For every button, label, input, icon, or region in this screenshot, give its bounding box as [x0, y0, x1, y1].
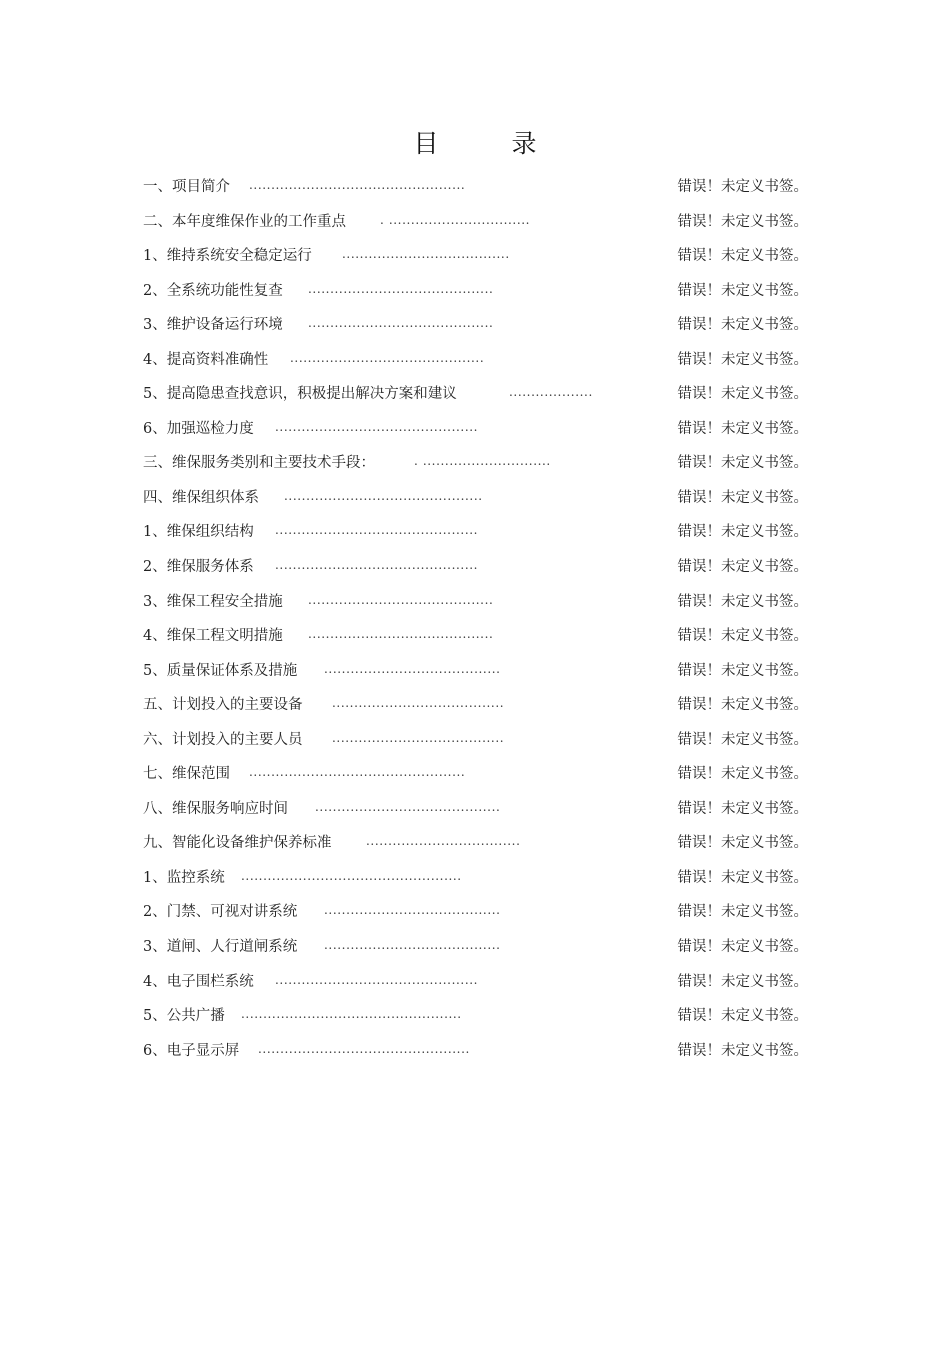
toc-entry-page-ref: 错误！未定义书签。	[677, 559, 808, 576]
toc-entry-leader-dots: ..................................................	[241, 868, 462, 883]
toc-entry-label: 5、公共广播	[143, 1008, 225, 1025]
toc-entry-label: 4、提高资料准确性	[143, 351, 269, 368]
toc-entry-leader-dots: ..........................................	[308, 592, 494, 607]
toc-entry[interactable]	[143, 379, 808, 414]
toc-entry[interactable]	[143, 656, 808, 691]
toc-entry-page-ref: 错误！未定义书签。	[677, 939, 808, 956]
toc-entry-label: 1、维持系统安全稳定运行	[143, 248, 312, 265]
toc-entry-leader-dots: .......................................	[332, 696, 505, 711]
toc-entry-page-ref: 错误！未定义书签。	[677, 282, 808, 299]
toc-entry-page-ref: 错误！未定义书签。	[677, 869, 808, 886]
toc-entry-leader-dots: ..................................................	[241, 1007, 462, 1022]
toc-entry-leader-dots: . .............................	[414, 454, 551, 469]
toc-entry-page-ref: 错误！未定义书签。	[677, 420, 808, 437]
toc-entry[interactable]	[143, 828, 808, 863]
toc-entry-label: 九、智能化设备维护保养标准	[143, 835, 332, 852]
toc-entry-label: 二、本年度维保作业的工作重点	[143, 213, 346, 230]
toc-entry-page-ref: 错误！未定义书签。	[677, 524, 808, 541]
toc-entry-page-ref: 错误！未定义书签。	[677, 1008, 808, 1025]
toc-entry-leader-dots: ................................................	[258, 1041, 470, 1056]
toc-entry-leader-dots: ..............................................	[275, 558, 479, 573]
toc-entry-leader-dots: ......................................	[342, 247, 510, 262]
toc-entry-page-ref: 错误！未定义书签。	[677, 731, 808, 748]
toc-entry-label: 4、电子围栏系统	[143, 973, 254, 990]
toc-entry-label: 一、项目简介	[143, 179, 230, 195]
toc-entry-page-ref: 错误！未定义书签。	[677, 904, 808, 921]
toc-entry-page-ref: 错误！未定义书签。	[677, 317, 808, 334]
toc-entry[interactable]	[143, 276, 808, 311]
toc-entry-label: 6、加强巡检力度	[143, 420, 254, 437]
toc-entry-page-ref: 错误！未定义书签。	[677, 213, 808, 230]
toc-entry[interactable]	[143, 863, 808, 898]
toc-entry-page-ref: 错误！未定义书签。	[677, 455, 808, 472]
toc-entry-leader-dots: .......................................	[332, 730, 505, 745]
toc-entry[interactable]	[143, 759, 808, 794]
toc-entry-label: 3、道闸、人行道闸系统	[143, 939, 298, 956]
toc-entry-leader-dots: ............................................	[290, 350, 485, 365]
toc-entry-leader-dots: .............................................	[284, 488, 483, 503]
toc-entry-label: 3、维护设备运行环境	[143, 317, 283, 334]
toc-entry-leader-dots: ........................................	[324, 938, 501, 953]
toc-entry-leader-dots: ...................	[509, 385, 593, 400]
toc-entry-label: 八、维保服务响应时间	[143, 800, 288, 817]
toc-entry-label: 5、提高隐患查找意识，积极提出解决方案和建议	[143, 386, 457, 403]
toc-entry-page-ref: 错误！未定义书签。	[677, 973, 808, 990]
page-title: 目 录	[413, 129, 561, 158]
toc-entry-page-ref: 错误！未定义书签。	[677, 179, 808, 195]
toc-entry-page-ref: 错误！未定义书签。	[677, 800, 808, 817]
toc-entry[interactable]	[143, 932, 808, 967]
toc-entry[interactable]	[143, 897, 808, 932]
toc-entry-page-ref: 错误！未定义书签。	[677, 489, 808, 506]
toc-entry-label: 三、维保服务类别和主要技术手段：	[143, 455, 375, 472]
toc-entry-page-ref: 错误！未定义书签。	[677, 351, 808, 368]
toc-entry[interactable]	[143, 1001, 808, 1036]
toc-entry-leader-dots: ...................................	[366, 834, 521, 849]
toc-entry-page-ref: 错误！未定义书签。	[677, 248, 808, 265]
toc-entry-leader-dots: . ................................	[380, 212, 531, 227]
toc-entry[interactable]	[143, 517, 808, 552]
toc-entry[interactable]	[143, 448, 808, 483]
toc-entry-label: 2、维保服务体系	[143, 559, 254, 576]
toc-entry-label: 五、计划投入的主要设备	[143, 697, 303, 714]
toc-entry[interactable]	[143, 587, 808, 622]
table-of-contents	[143, 172, 808, 1070]
toc-entry-leader-dots: .................................................	[249, 178, 466, 192]
toc-entry-label: 3、维保工程安全措施	[143, 593, 283, 610]
toc-entry-label: 2、门禁、可视对讲系统	[143, 904, 298, 921]
toc-entry-label: 5、质量保证体系及措施	[143, 662, 298, 679]
toc-entry[interactable]	[143, 967, 808, 1002]
toc-entry-page-ref: 错误！未定义书签。	[677, 662, 808, 679]
toc-entry-leader-dots: .................................................	[249, 765, 466, 780]
toc-entry-leader-dots: ..............................................	[275, 523, 479, 538]
toc-entry-leader-dots: ..........................................	[315, 799, 501, 814]
toc-entry-label: 6、电子显示屏	[143, 1042, 240, 1059]
toc-entry-page-ref: 错误！未定义书签。	[677, 697, 808, 714]
toc-entry[interactable]	[143, 207, 808, 242]
toc-entry[interactable]	[143, 621, 808, 656]
toc-entry-page-ref: 错误！未定义书签。	[677, 1042, 808, 1059]
toc-entry-leader-dots: ..........................................	[308, 627, 494, 642]
toc-entry-label: 六、计划投入的主要人员	[143, 731, 303, 748]
toc-entry-page-ref: 错误！未定义书签。	[677, 386, 808, 403]
toc-entry[interactable]	[143, 483, 808, 518]
toc-entry-label: 四、维保组织体系	[143, 489, 259, 506]
toc-entry-leader-dots: ........................................	[324, 903, 501, 918]
toc-entry-page-ref: 错误！未定义书签。	[677, 628, 808, 645]
toc-entry-leader-dots: ..............................................	[275, 972, 479, 987]
toc-entry-label: 1、监控系统	[143, 869, 225, 886]
toc-entry-label: 4、维保工程文明措施	[143, 628, 283, 645]
toc-entry-page-ref: 错误！未定义书签。	[677, 593, 808, 610]
toc-entry-leader-dots: ........................................	[324, 661, 501, 676]
toc-entry-label: 2、全系统功能性复查	[143, 282, 283, 299]
toc-entry[interactable]	[143, 794, 808, 829]
toc-entry[interactable]	[143, 310, 808, 345]
toc-entry-label: 1、维保组织结构	[143, 524, 254, 541]
toc-entry[interactable]	[143, 241, 808, 276]
toc-entry-label: 七、维保范围	[143, 766, 230, 783]
toc-entry[interactable]	[143, 414, 808, 449]
toc-entry[interactable]	[143, 690, 808, 725]
toc-entry-leader-dots: ..........................................	[308, 316, 494, 331]
toc-entry-page-ref: 错误！未定义书签。	[677, 835, 808, 852]
toc-entry-page-ref: 错误！未定义书签。	[677, 766, 808, 783]
toc-entry[interactable]	[143, 172, 808, 207]
toc-entry-leader-dots: ..........................................	[308, 281, 494, 296]
toc-entry-leader-dots: ..............................................	[275, 419, 479, 434]
toc-entry[interactable]	[143, 1036, 808, 1071]
toc-entry[interactable]	[143, 552, 808, 587]
toc-entry[interactable]	[143, 725, 808, 760]
toc-entry[interactable]	[143, 345, 808, 380]
